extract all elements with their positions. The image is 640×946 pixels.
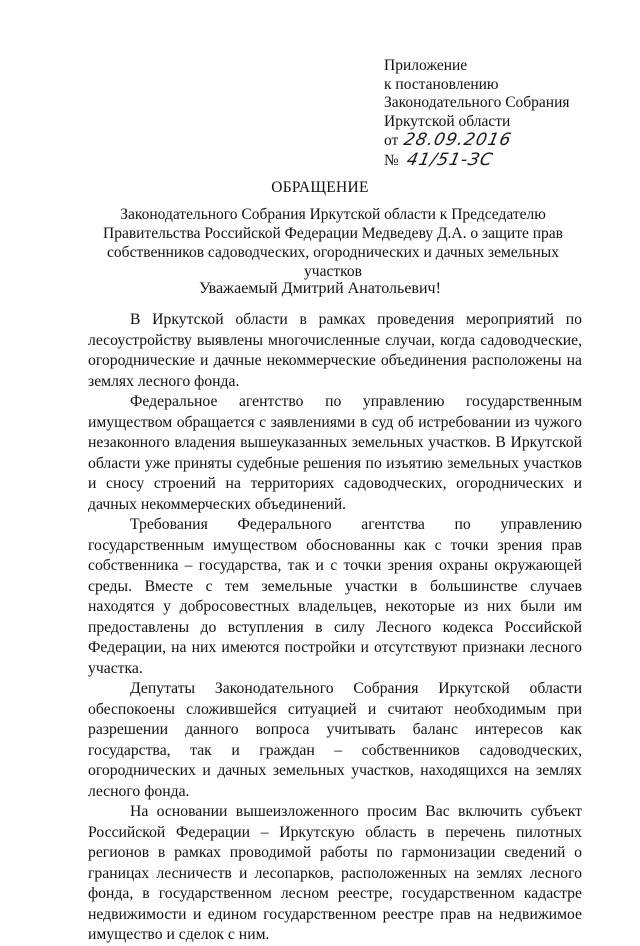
salutation: Уважаемый Дмитрий Анатольевич!	[199, 280, 441, 297]
body-paragraph-3: Требования Федерального агентства по управлению государственным имуществом обоснованны как с точки зрения прав собственника – государства, так и с точки зрения охраны окружающей среды. Вместе с тем земельные участки в большинстве случаев находятся у добросовестных владельцев, некоторые из них были им предоставлены до вступления в силу Лесного кодекса Российской Федерации, на них имеются постройки и отсутствуют признаки лесного участка.	[88, 516, 582, 677]
annex-number-prefix: №	[384, 151, 399, 169]
document-body	[88, 310, 582, 946]
annex-date-prefix: от	[384, 132, 399, 149]
annex-number-handwritten: 41/51-ЗС	[404, 149, 495, 170]
annex-line-3: Законодательного Собрания	[384, 94, 570, 111]
annex-date-line	[384, 131, 624, 151]
document-subtitle: Законодательного Собрания Иркутской области к Председателю Правительства Российской Федерации Медведеву Д.А. о защите прав собственников садоводческих, огороднических и дачных земельных участков	[103, 206, 563, 280]
document-title: ОБРАЩЕНИЕ	[271, 179, 369, 196]
annex-line-1: Приложение	[384, 57, 468, 74]
annex-line-4: Иркутской области	[384, 112, 511, 130]
annex-block	[384, 57, 624, 170]
annex-line-2: к постановлению	[384, 75, 499, 93]
annex-number-line	[384, 151, 624, 171]
annex-date-handwritten: 28.09.2016	[402, 130, 514, 150]
body-paragraph-5: На основании вышеизложенного просим Вас включить субъект Российской Федерации – Иркутскую область в перечень пилотных регионов в рамках проводимой работы по гармонизации сведений о границах лесничеств и лесопарков, расположенных на землях лесного фонда, в государственном лесном реестре, государственном кадастре недвижимости и едином государственном реестре прав на недвижимое имущество и сделок с ним.	[88, 803, 582, 943]
body-paragraph-2: Федеральное агентство по управлению государственным имуществом обращается с заявлениями в суд об истребовании из чужого незаконного владения вышеуказанных земельных участков. В Иркутской области уже приняты судебные решения по изъятию земельных участков и сносу строений на территориях садоводческих, огороднических и дачных некоммерческих объединений.	[88, 393, 582, 513]
body-paragraph-4: Депутаты Законодательного Собрания Иркутской области обеспокоены сложившейся ситуацией и считают необходимым при разрешении данного вопроса учитывать баланс интересов как государства, так и граждан – собственников садоводческих, огороднических и дачных земельных участков, находящихся на землях лесного фонда.	[88, 680, 582, 800]
body-paragraph-1: В Иркутской области в рамках проведения мероприятий по лесоустройству выявлены многочисленные случаи, когда садоводческие, огороднические и дачные некоммерческие объединения расположены на землях лесного фонда.	[88, 311, 582, 390]
